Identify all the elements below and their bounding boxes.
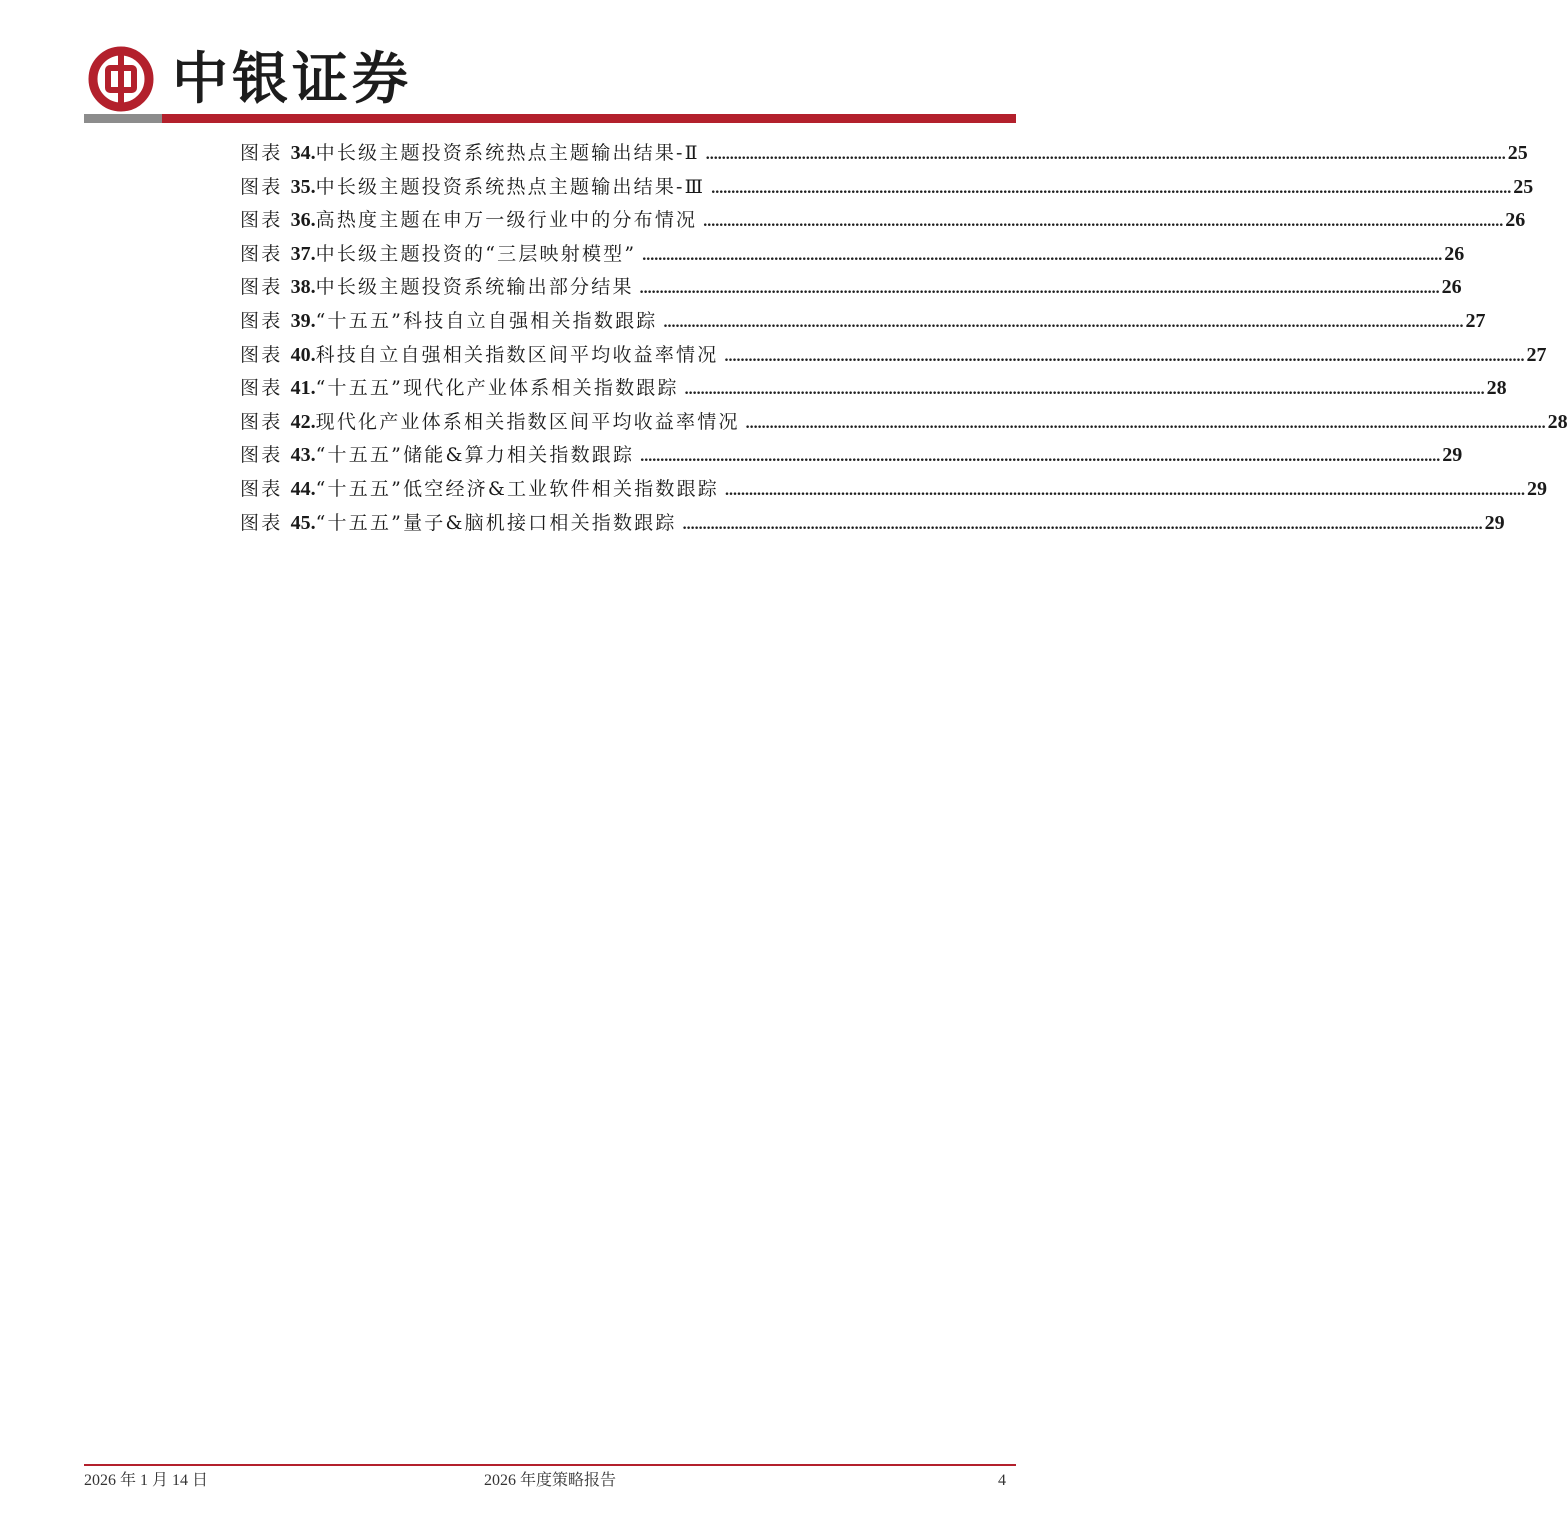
toc-entry-text: “十五五”量子&脑机接口相关指数跟踪 <box>315 511 677 534</box>
toc-entry[interactable] <box>240 171 1534 205</box>
header-rule-red-segment <box>162 114 1016 123</box>
toc-entry-number: 35. <box>290 175 316 198</box>
page-header <box>84 40 1016 126</box>
footer-rule <box>84 1464 1016 1466</box>
toc-entry-text: 高热度主题在申万一级行业中的分布情况 <box>315 209 698 232</box>
toc-entry-title <box>240 204 697 238</box>
toc-dot-leader: ........................................................................................................................................................................................................ <box>684 381 1485 399</box>
toc-entry-title <box>240 238 636 272</box>
toc-entry-title <box>240 473 719 507</box>
toc-entry-page: 25 <box>1513 175 1534 198</box>
toc-dot-leader: ........................................................................................................................................................................................................ <box>642 246 1443 264</box>
toc-entry-prefix: 图表 <box>240 309 291 332</box>
toc-entry-text: 中长级主题投资系统热点主题输出结果-Ⅲ <box>315 175 706 198</box>
toc-dot-leader: ........................................................................................................................................................................................................ <box>711 179 1512 197</box>
toc-entry[interactable] <box>240 339 1547 373</box>
toc-entry[interactable] <box>240 439 1463 473</box>
toc-entry-number: 37. <box>290 242 316 265</box>
toc-entry-prefix: 图表 <box>240 410 291 433</box>
toc-dot-leader: ........................................................................................................................................................................................................ <box>663 313 1464 331</box>
toc-entry-text: “十五五”低空经济&工业软件相关指数跟踪 <box>315 477 719 500</box>
header-rule <box>84 114 1016 123</box>
toc-entry-text: “十五五”科技自立自强相关指数跟踪 <box>315 309 658 332</box>
toc-dot-leader: ........................................................................................................................................................................................................ <box>639 280 1440 298</box>
toc-entry-prefix: 图表 <box>240 377 291 400</box>
toc-entry-page: 25 <box>1507 142 1528 164</box>
toc-entry-title <box>240 507 677 541</box>
toc-entry-title <box>240 406 740 440</box>
toc-entry-page: 26 <box>1441 276 1462 299</box>
toc-entry-prefix: 图表 <box>240 276 291 299</box>
toc-dot-leader: ........................................................................................................................................................................................................ <box>705 146 1506 163</box>
toc-entry[interactable] <box>240 137 1528 171</box>
toc-entry[interactable] <box>240 305 1486 339</box>
toc-entry-number: 42. <box>290 410 316 433</box>
toc-entry-title <box>240 439 634 473</box>
toc-entry-prefix: 图表 <box>240 511 291 534</box>
bank-of-china-logo-icon <box>88 46 154 112</box>
toc-entry-prefix: 图表 <box>240 444 291 467</box>
toc-entry-page: 28 <box>1486 377 1507 400</box>
toc-dot-leader: ........................................................................................................................................................................................................ <box>682 515 1483 533</box>
toc-entry-prefix: 图表 <box>240 242 291 265</box>
toc-entry-page: 27 <box>1465 309 1486 332</box>
toc-entry[interactable] <box>240 507 1505 541</box>
toc-entry-prefix: 图表 <box>240 343 291 366</box>
toc-entry-title <box>240 137 700 171</box>
toc-dot-leader: ........................................................................................................................................................................................................ <box>640 448 1441 466</box>
toc-entry-title <box>240 305 657 339</box>
toc-entry[interactable] <box>240 372 1507 406</box>
footer-page-number: 4 <box>998 1472 1006 1489</box>
toc-entry-prefix: 图表 <box>240 175 291 198</box>
toc-entry-page: 27 <box>1526 343 1547 366</box>
toc-entry-page: 28 <box>1547 410 1568 433</box>
toc-entry-number: 43. <box>290 444 316 467</box>
toc-entry-title <box>240 372 679 406</box>
toc-entry-page: 26 <box>1444 242 1465 265</box>
toc-entry[interactable] <box>240 238 1465 272</box>
toc-entry-title <box>240 339 718 373</box>
toc-entry-text: 中长级主题投资系统输出部分结果 <box>315 276 634 299</box>
toc-entry-text: 现代化产业体系相关指数区间平均收益率情况 <box>315 410 740 433</box>
toc-entry-number: 41. <box>290 377 316 400</box>
table-of-figures <box>240 137 1568 540</box>
toc-entry-text: 中长级主题投资系统热点主题输出结果-Ⅱ <box>315 142 700 164</box>
toc-entry-text: “十五五”现代化产业体系相关指数跟踪 <box>315 377 679 400</box>
toc-dot-leader: ........................................................................................................................................................................................................ <box>745 414 1546 432</box>
toc-entry-number: 44. <box>290 477 316 500</box>
toc-dot-leader: ........................................................................................................................................................................................................ <box>724 347 1525 365</box>
toc-entry-number: 36. <box>290 209 316 232</box>
toc-entry-prefix: 图表 <box>240 209 291 232</box>
toc-entry-text: “十五五”储能&算力相关指数跟踪 <box>315 444 635 467</box>
toc-entry-number: 34. <box>290 142 316 164</box>
toc-entry-text: 科技自立自强相关指数区间平均收益率情况 <box>315 343 719 366</box>
brand-name: 中银证券 <box>172 47 412 112</box>
toc-entry-page: 29 <box>1442 444 1463 467</box>
toc-entry-page: 29 <box>1484 511 1505 534</box>
header-rule-grey-segment <box>84 114 162 123</box>
footer-report-name: 2026 年度策略报告 <box>483 1472 616 1489</box>
toc-entry-number: 40. <box>290 343 316 366</box>
toc-entry-number: 45. <box>290 511 316 534</box>
toc-entry-title <box>240 171 705 205</box>
toc-dot-leader: ........................................................................................................................................................................................................ <box>703 213 1504 231</box>
toc-dot-leader: ........................................................................................................................................................................................................ <box>724 481 1525 499</box>
toc-entry-text: 中长级主题投资的“三层映射模型” <box>315 242 637 265</box>
toc-entry-prefix: 图表 <box>240 477 291 500</box>
toc-entry[interactable] <box>240 406 1568 440</box>
toc-entry[interactable] <box>240 271 1462 305</box>
page-footer <box>84 1468 1016 1494</box>
toc-entry[interactable] <box>240 204 1526 238</box>
toc-entry-title <box>240 271 634 305</box>
toc-entry-page: 29 <box>1526 477 1547 500</box>
toc-entry-number: 38. <box>290 276 316 299</box>
toc-entry-number: 39. <box>290 309 316 332</box>
toc-entry-page: 26 <box>1505 209 1526 232</box>
toc-entry-prefix: 图表 <box>240 142 291 164</box>
toc-entry[interactable] <box>240 473 1547 507</box>
footer-date: 2026 年 1 月 14 日 <box>84 1472 209 1489</box>
